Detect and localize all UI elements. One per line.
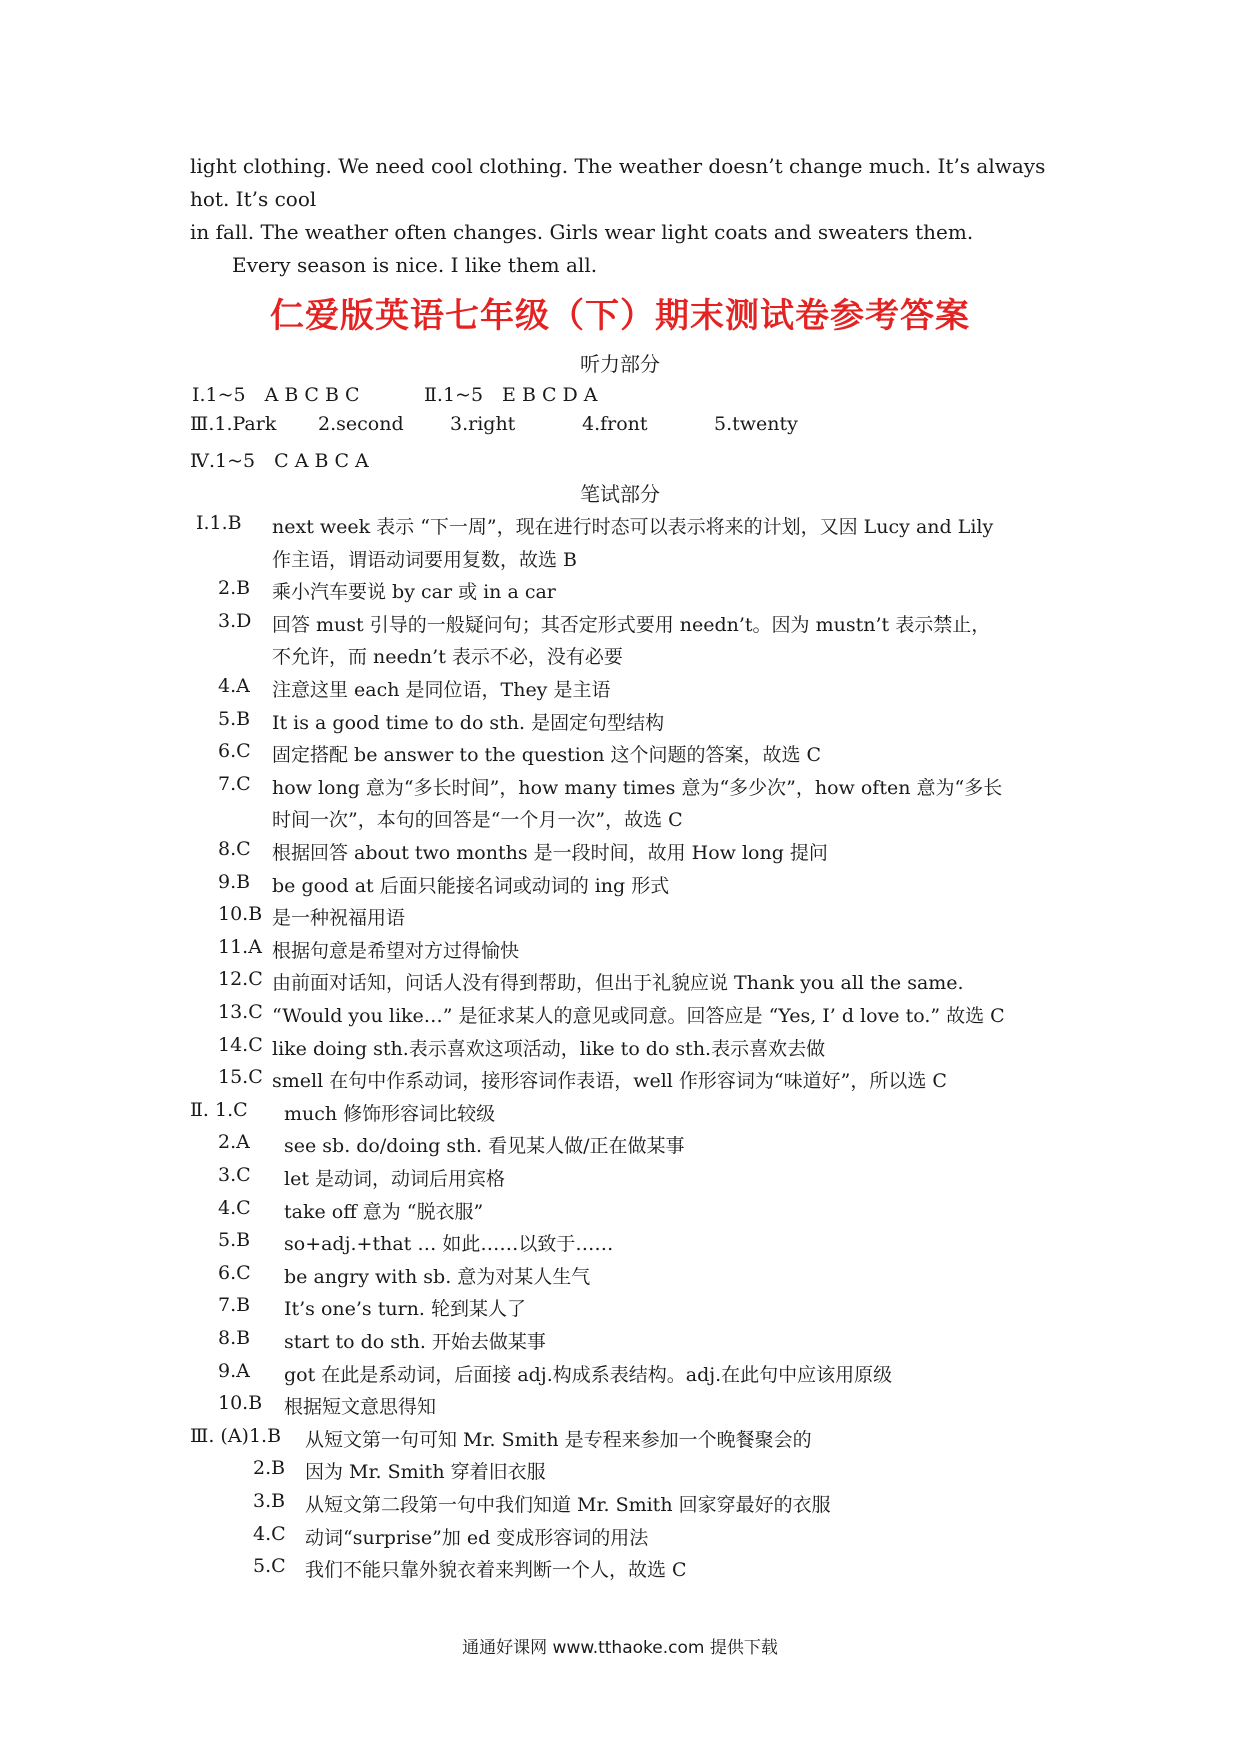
- answer-explanation: see sb. do/doing sth. 看见某人做/正在做某事: [284, 1135, 685, 1158]
- page-footer: 通通好课网 www.tthaoke.com 提供下载: [462, 1638, 778, 1658]
- answer-label: 6.C: [218, 1261, 251, 1284]
- answer-explanation-continued: 作主语，谓语动词要用复数，故选 B: [272, 548, 578, 571]
- answer-explanation: be angry with sb. 意为对某人生气: [284, 1265, 591, 1288]
- answer-label: Ⅰ.1.B: [196, 512, 242, 534]
- answer-explanation: start to do sth. 开始去做某事: [284, 1331, 546, 1353]
- listening-answer: 3.right: [450, 413, 516, 435]
- answer-explanation: 从短文第二段第一句中我们知道 Mr. Smith 回家穿最好的衣服: [305, 1494, 831, 1516]
- answer-explanation: 从短文第一句可知 Mr. Smith 是专程来参加一个晚餐聚会的: [305, 1428, 812, 1451]
- answer-label: 13.C: [218, 1001, 263, 1023]
- listening-answers-4: Ⅳ.1~5 C A B C A: [190, 450, 369, 472]
- answer-explanation: 由前面对话知，问话人没有得到帮助，但出于礼貌应说 Thank you all the same.: [272, 972, 964, 995]
- answer-explanation: 我们不能只靠外貌衣着来判断一个人，故选 C: [305, 1559, 687, 1582]
- answer-explanation: 乘小汽车要说 by car 或 in a car: [272, 581, 556, 604]
- answer-label: 4.C: [218, 1196, 251, 1219]
- listening-answer: 2.second: [318, 413, 404, 435]
- answer-explanation: 固定搭配 be answer to the question 这个问题的答案，故选 C: [272, 744, 822, 767]
- listening-heading: 听力部分: [580, 352, 660, 376]
- answer-label: 2.B: [253, 1457, 286, 1480]
- listening-answers-2: Ⅱ.1~5 E B C D A: [424, 384, 598, 406]
- answer-label: 2.A: [218, 1131, 250, 1154]
- answer-explanation: “Would you like…” 是征求某人的意见或同意。回答应是 “Yes, I’ d love to.” 故选 C: [272, 1005, 1005, 1027]
- answer-label: 10.B: [218, 903, 263, 926]
- answer-explanation: next week 表示 “下一周”，现在进行时态可以表示将来的计划，又因 Lucy and Lily: [272, 516, 994, 538]
- answer-explanation: It’s one’s turn. 轮到某人了: [284, 1298, 526, 1321]
- answer-explanation: much 修饰形容词比较级: [284, 1102, 496, 1125]
- answer-label: 8.B: [218, 1327, 251, 1349]
- answer-label: 3.B: [253, 1490, 286, 1512]
- answer-label: 6.C: [218, 740, 251, 763]
- answer-explanation: smell 在句中作系动词，接形容词作表语，well 作形容词为“味道好”，所以选 C: [272, 1070, 947, 1093]
- answer-label: 15.C: [218, 1066, 263, 1089]
- answer-explanation: got 在此是系动词，后面接 adj.构成系表结构。adj.在此句中应该用原级: [284, 1363, 893, 1386]
- reading-passage-tail: [190, 150, 1060, 282]
- listening-answer: Ⅲ.1.Park: [190, 413, 277, 435]
- answer-label: Ⅱ. 1.C: [190, 1098, 248, 1121]
- answer-label: 8.C: [218, 838, 251, 860]
- answer-explanation: 根据短文意思得知: [284, 1396, 437, 1419]
- answer-explanation-continued: 不允许，而 needn’t 表示不必，没有必要: [272, 646, 623, 669]
- answer-label: 5.B: [218, 707, 251, 730]
- answer-explanation: 是一种祝福用语: [272, 907, 406, 930]
- answer-explanation: like doing sth.表示喜欢这项活动，like to do sth.表示喜欢去做: [272, 1037, 826, 1060]
- answer-label: 2.B: [218, 577, 251, 600]
- passage-line: light clothing. We need cool clothing. The weather doesn’t change much. It’s always hot. It’s cool: [190, 154, 1046, 211]
- answer-explanation: 回答 must 引导的一般疑问句；其否定形式要用 needn’t。因为 mustn’t 表示禁止，: [272, 613, 991, 636]
- answer-label: 12.C: [218, 968, 263, 991]
- answer-explanation: 因为 Mr. Smith 穿着旧衣服: [305, 1461, 546, 1484]
- answer-explanation: It is a good time to do sth. 是固定句型结构: [272, 711, 665, 734]
- answer-explanation: let 是动词，动词后用宾格: [284, 1168, 505, 1190]
- answer-label: 5.B: [218, 1229, 251, 1252]
- answer-explanation: how long 意为“多长时间”，how many times 意为“多少次”，how often 意为“多长: [272, 776, 1003, 799]
- passage-line: in fall. The weather often changes. Girls wear light coats and sweaters them.: [190, 220, 974, 244]
- listening-answer: 4.front: [582, 413, 648, 435]
- answer-explanation: 注意这里 each 是同位语，They 是主语: [272, 679, 611, 701]
- answer-label: 3.D: [218, 609, 252, 632]
- answer-label: 9.A: [218, 1359, 250, 1382]
- answer-label: Ⅲ. (A)1.B: [190, 1424, 282, 1447]
- answer-explanation-continued: 时间一次”，本句的回答是“一个月一次”，故选 C: [272, 809, 683, 832]
- answer-label: 14.C: [218, 1033, 263, 1056]
- answer-explanation: so+adj.+that … 如此……以致于……: [284, 1233, 614, 1256]
- listening-answers-1: Ⅰ.1~5 A B C B C: [192, 384, 360, 406]
- answer-label: 4.C: [253, 1522, 286, 1545]
- answer-explanation: take off 意为 “脱衣服”: [284, 1200, 484, 1223]
- page-title: 仁爱版英语七年级（下）期末测试卷参考答案: [270, 296, 970, 336]
- answer-label: 5.C: [253, 1555, 286, 1578]
- answer-label: 7.B: [218, 1294, 251, 1317]
- answer-label: 3.C: [218, 1164, 251, 1186]
- answer-label: 7.C: [218, 772, 251, 795]
- answer-explanation: 动词“surprise”加 ed 变成形容词的用法: [305, 1526, 649, 1549]
- answer-label: 10.B: [218, 1392, 263, 1415]
- answer-explanation: 根据回答 about two months 是一段时间，故用 How long 提问: [272, 842, 828, 864]
- answer-label: 9.B: [218, 870, 251, 893]
- answer-label: 11.A: [218, 935, 262, 958]
- listening-answer: 5.twenty: [714, 413, 798, 435]
- answer-label: 4.A: [218, 675, 250, 697]
- written-heading: 笔试部分: [580, 482, 660, 506]
- answer-explanation: 根据句意是希望对方过得愉快: [272, 939, 520, 962]
- answer-explanation: be good at 后面只能接名词或动词的 ing 形式: [272, 874, 670, 897]
- passage-line: Every season is nice. I like them all.: [232, 253, 598, 277]
